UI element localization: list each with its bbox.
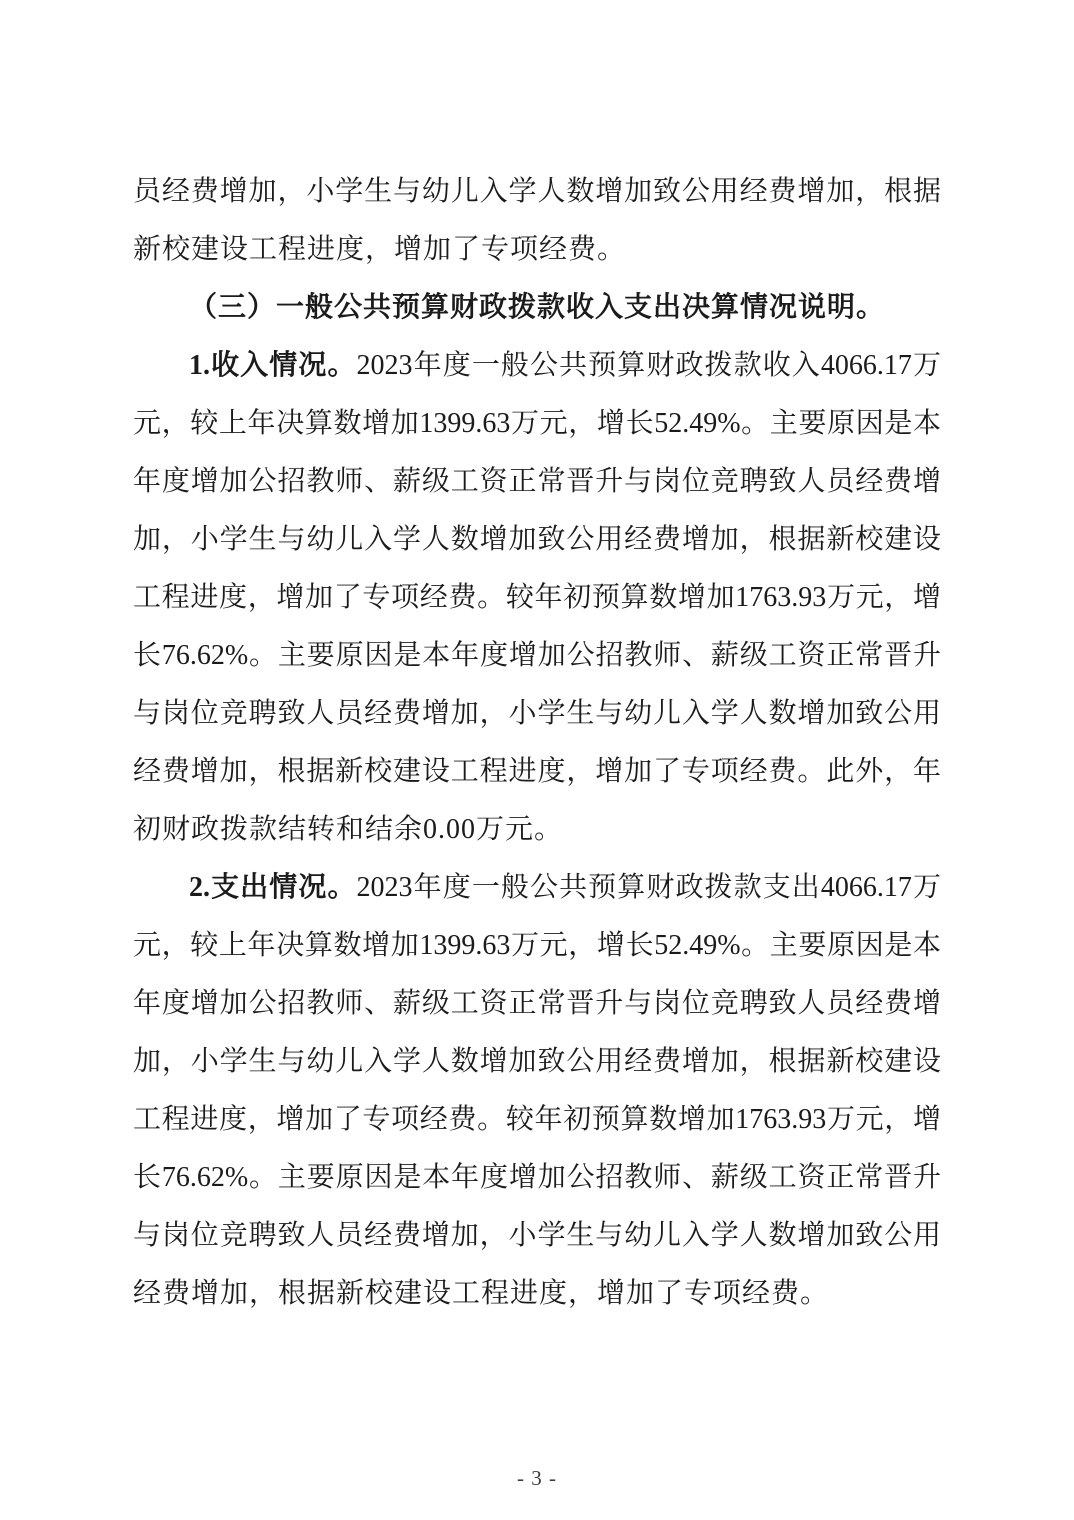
text-line	[133, 627, 941, 685]
line-text: 元，较上年决算数增加1399.63万元，增长52.49%。主要原因是本	[133, 930, 941, 961]
line-text: 长76.62%。主要原因是本年度增加公招教师、薪级工资正常晋升	[133, 640, 941, 671]
text-line	[133, 859, 941, 917]
text-line	[133, 917, 941, 975]
line-text: 元，较上年决算数增加1399.63万元，增长52.49%。主要原因是本	[133, 408, 941, 439]
text-line	[133, 453, 941, 511]
text-line	[133, 221, 941, 279]
text-line	[133, 163, 941, 221]
text-line	[133, 685, 941, 743]
text-line	[133, 801, 941, 859]
text-line	[133, 337, 941, 395]
text-line	[133, 569, 941, 627]
text-line	[133, 1207, 941, 1265]
line-text: 新校建设工程进度，增加了专项经费。	[133, 234, 627, 265]
text-line	[133, 395, 941, 453]
line-text: 员经费增加，小学生与幼儿入学人数增加致公用经费增加，根据	[133, 176, 941, 207]
line-text: 2023年度一般公共预算财政拨款收入4066.17万	[356, 350, 941, 381]
line-text: 初财政拨款结转和结余0.00万元。	[133, 814, 564, 845]
line-text: 工程进度，增加了专项经费。较年初预算数增加1763.93万元，增	[133, 1104, 941, 1135]
line-text: 年度增加公招教师、薪级工资正常晋升与岗位竞聘致人员经费增	[133, 466, 941, 497]
line-text: 工程进度，增加了专项经费。较年初预算数增加1763.93万元，增	[133, 582, 941, 613]
document-body	[133, 163, 941, 1323]
line-text: 加，小学生与幼儿入学人数增加致公用经费增加，根据新校建设	[133, 524, 941, 555]
line-text: 加，小学生与幼儿入学人数增加致公用经费增加，根据新校建设	[133, 1046, 941, 1077]
line-text: 与岗位竞聘致人员经费增加，小学生与幼儿入学人数增加致公用	[133, 698, 941, 729]
section-heading	[133, 279, 941, 337]
line-text: 经费增加，根据新校建设工程进度，增加了专项经费。	[133, 1278, 830, 1309]
line-text: 与岗位竞聘致人员经费增加，小学生与幼儿入学人数增加致公用	[133, 1220, 941, 1251]
line-text: 经费增加，根据新校建设工程进度，增加了专项经费。此外，年	[133, 756, 941, 787]
paragraph-lead: 1.收入情况。	[189, 350, 357, 381]
text-line	[133, 1265, 941, 1323]
text-line	[133, 511, 941, 569]
page-number: - 3 -	[517, 1466, 557, 1490]
text-line	[133, 1033, 941, 1091]
line-text: （三）一般公共预算财政拨款收入支出决算情况说明。	[189, 292, 886, 323]
line-text: 长76.62%。主要原因是本年度增加公招教师、薪级工资正常晋升	[133, 1162, 941, 1193]
line-text: 年度增加公招教师、薪级工资正常晋升与岗位竞聘致人员经费增	[133, 988, 941, 1019]
paragraph-lead: 2.支出情况。	[189, 872, 357, 903]
text-line	[133, 1149, 941, 1207]
line-text: 2023年度一般公共预算财政拨款支出4066.17万	[356, 872, 941, 903]
text-line	[133, 1091, 941, 1149]
text-line	[133, 975, 941, 1033]
text-line	[133, 743, 941, 801]
